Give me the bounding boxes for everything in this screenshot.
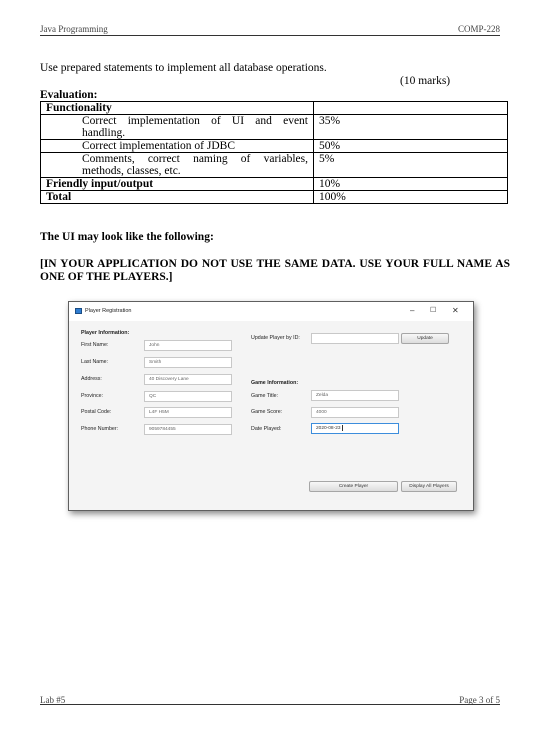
marks-text: (10 marks) (400, 75, 451, 87)
weight-cell: 100% (314, 191, 508, 204)
criterion-cell: Total (41, 191, 314, 204)
header-left: Java Programming (40, 24, 108, 34)
close-icon[interactable]: ✕ (452, 306, 459, 315)
header-rule (40, 35, 500, 36)
date-played-label: Date Played: (251, 426, 282, 432)
evaluation-title: Evaluation: (40, 89, 98, 101)
table-row (41, 191, 508, 204)
weight-cell: 35% (314, 115, 508, 140)
game-section-label: Game Information: (251, 380, 299, 386)
address-label: Address: (81, 376, 102, 382)
criterion-cell: Functionality (41, 102, 314, 115)
game-title-label: Game Title: (251, 393, 279, 399)
create-player-button[interactable]: Create Player (309, 481, 398, 492)
footer-left: Lab #5 (40, 695, 66, 705)
window-title: Player Registration (85, 308, 132, 314)
game-score-label: Game Score: (251, 409, 283, 415)
phone-field[interactable]: 9059784455 (144, 424, 232, 435)
game-score-field[interactable]: 4000 (311, 407, 399, 418)
first-name-label: First Name: (81, 342, 109, 348)
postal-code-field[interactable]: L4F H5M (144, 407, 232, 418)
footer-right: Page 3 of 5 (459, 695, 500, 705)
weight-cell: 10% (314, 178, 508, 191)
instruction-text: [IN YOUR APPLICATION DO NOT USE THE SAME DATA. USE YOUR FULL NAME AS ONE OF THE PLAYERS.] (40, 258, 510, 283)
table-row (41, 178, 508, 191)
evaluation-table (40, 101, 508, 204)
window-titlebar (69, 302, 473, 321)
app-window-screenshot (68, 301, 474, 511)
criterion-cell: Correct implementation of JDBC (41, 140, 314, 153)
table-row (41, 153, 508, 178)
first-name-field[interactable]: John (144, 340, 232, 351)
maximize-icon[interactable]: ☐ (430, 307, 437, 314)
intro-text: Use prepared statements to implement all database operations. (40, 62, 327, 74)
player-section-label: Player Information: (81, 330, 130, 336)
last-name-label: Last Name: (81, 359, 109, 365)
province-field[interactable]: QC (144, 391, 232, 402)
ui-intro: The UI may look like the following: (40, 231, 214, 243)
footer-rule (40, 704, 500, 705)
update-by-id-label: Update Player by ID: (251, 335, 300, 341)
game-title-field[interactable]: Zelda (311, 390, 399, 401)
province-label: Province: (81, 393, 104, 399)
weight-cell (314, 102, 508, 115)
text-caret (342, 425, 343, 431)
phone-label: Phone Number: (81, 426, 119, 432)
postal-code-label: Postal Code: (81, 409, 112, 415)
update-id-field[interactable] (311, 333, 399, 344)
table-row (41, 115, 508, 140)
date-played-value: 2020-08-23 (316, 426, 341, 431)
criterion-cell: Comments, correct naming of variables, methods, classes, etc. (41, 153, 314, 178)
weight-cell: 50% (314, 140, 508, 153)
update-button[interactable]: Update (401, 333, 449, 344)
last-name-field[interactable]: Smith (144, 357, 232, 368)
weight-cell: 5% (314, 153, 508, 178)
minimize-icon[interactable]: – (410, 306, 415, 315)
address-field[interactable]: 40 Discovery Lane (144, 374, 232, 385)
header-right: COMP-228 (457, 24, 500, 34)
table-row (41, 140, 508, 153)
criterion-cell: Correct implementation of UI and event handling. (41, 115, 314, 140)
display-all-players-button[interactable]: Display All Players (401, 481, 457, 492)
app-icon (75, 308, 82, 314)
table-row (41, 102, 508, 115)
criterion-cell: Friendly input/output (41, 178, 314, 191)
date-played-field[interactable] (311, 423, 399, 434)
